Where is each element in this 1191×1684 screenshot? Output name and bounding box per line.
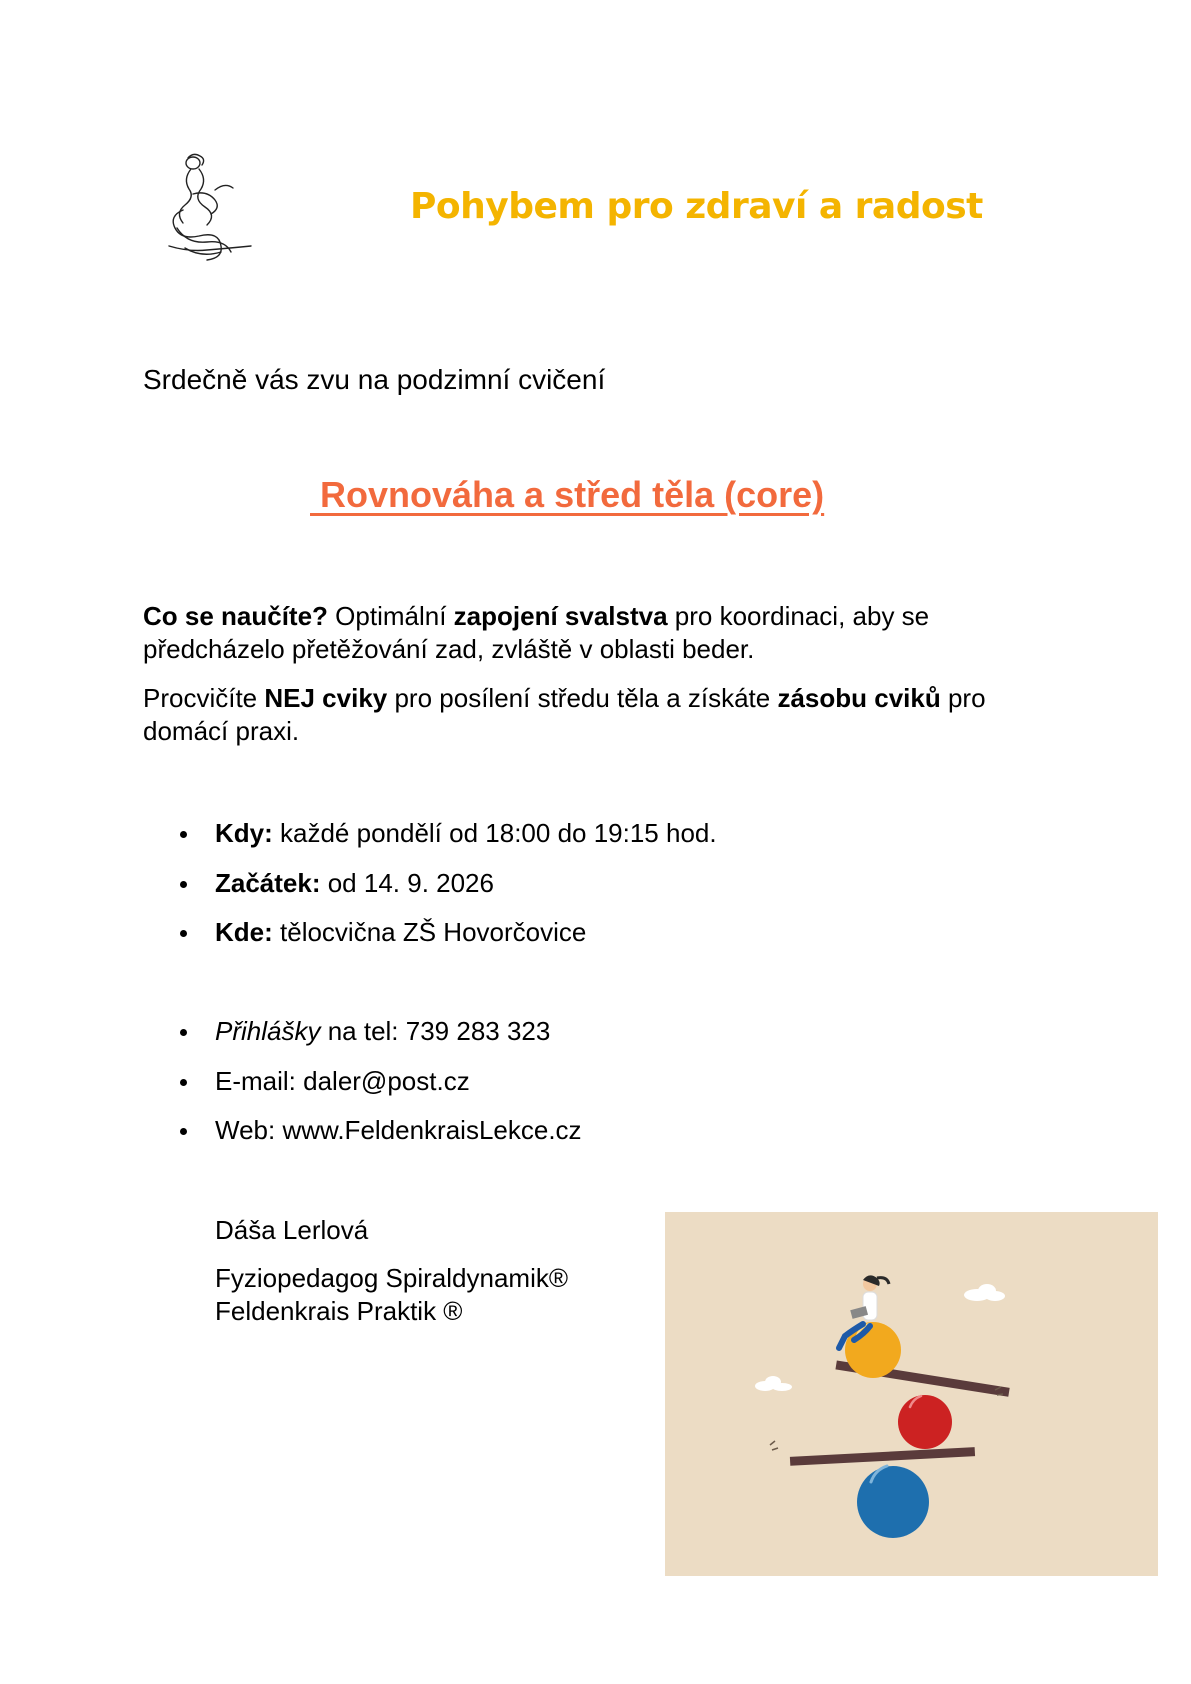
signup-label: Přihlášky [215, 1016, 321, 1046]
signature-title-line2: Feldenkrais Praktik ® [215, 1296, 463, 1326]
signature-titles [215, 1262, 568, 1328]
red-ball [898, 1395, 952, 1449]
item-value: každé pondělí od 18:00 do 19:15 hod. [272, 818, 717, 848]
paragraph-text: pro domácí praxi. [143, 683, 986, 746]
web-text: Web: www.FeldenkraisLekce.cz [215, 1115, 582, 1145]
schedule-list [175, 818, 717, 967]
bullet-icon [180, 831, 187, 838]
item-label: Kdy: [215, 818, 273, 848]
list-item-email [175, 1066, 582, 1116]
list-item-web [175, 1115, 582, 1165]
header-title: Pohybem pro zdraví a radost [410, 186, 983, 227]
list-item-when [175, 818, 717, 868]
item-label: Kde: [215, 917, 273, 947]
item-label: Začátek: [215, 867, 321, 898]
item-value: tělocvična ZŠ Hovorčovice [272, 917, 587, 947]
blue-ball [857, 1466, 929, 1538]
list-item-where [175, 917, 717, 967]
logo-icon [155, 150, 255, 270]
intro-text: Srdečně vás zvu na podzimní cvičení [143, 364, 606, 395]
bullet-icon [180, 930, 187, 937]
balancing-illustration-icon [665, 1212, 1158, 1576]
paragraph-text: pro koordinaci, aby se předcházelo přetěžování zad, zvláště v oblasti beder. [143, 601, 930, 664]
paragraph-text: Procvičíte [143, 683, 265, 713]
event-title: Rovnováha a střed těla (core) [310, 474, 825, 515]
paragraph-practice [143, 682, 1043, 748]
signup-phone: na tel: 739 283 323 [320, 1016, 551, 1046]
bullet-icon [180, 1029, 187, 1036]
signature-name: Dáša Lerlová [215, 1215, 369, 1245]
paragraph-text: pro posílení středu těla a získáte [387, 683, 778, 713]
bullet-icon [180, 1128, 187, 1135]
item-value: od 14. 9. 2026 [320, 867, 494, 898]
bullet-icon [180, 881, 187, 888]
email-text: E-mail: daler@post.cz [215, 1065, 470, 1096]
paragraph-learn [143, 600, 1043, 666]
paragraph-learn-question: Co se naučíte? [143, 601, 328, 631]
signature-title-line1: Fyziopedagog Spiraldynamik® [215, 1263, 569, 1293]
paragraph-emphasis: zapojení svalstva [453, 601, 668, 631]
list-item-signup [175, 1016, 582, 1066]
list-item-start [175, 868, 717, 918]
paragraph-text: Optimální [327, 601, 454, 631]
bullet-icon [180, 1079, 187, 1086]
paragraph-emphasis: zásobu cviků [777, 683, 941, 713]
paragraph-emphasis: NEJ cviky [264, 683, 388, 713]
contact-list [175, 1016, 582, 1165]
